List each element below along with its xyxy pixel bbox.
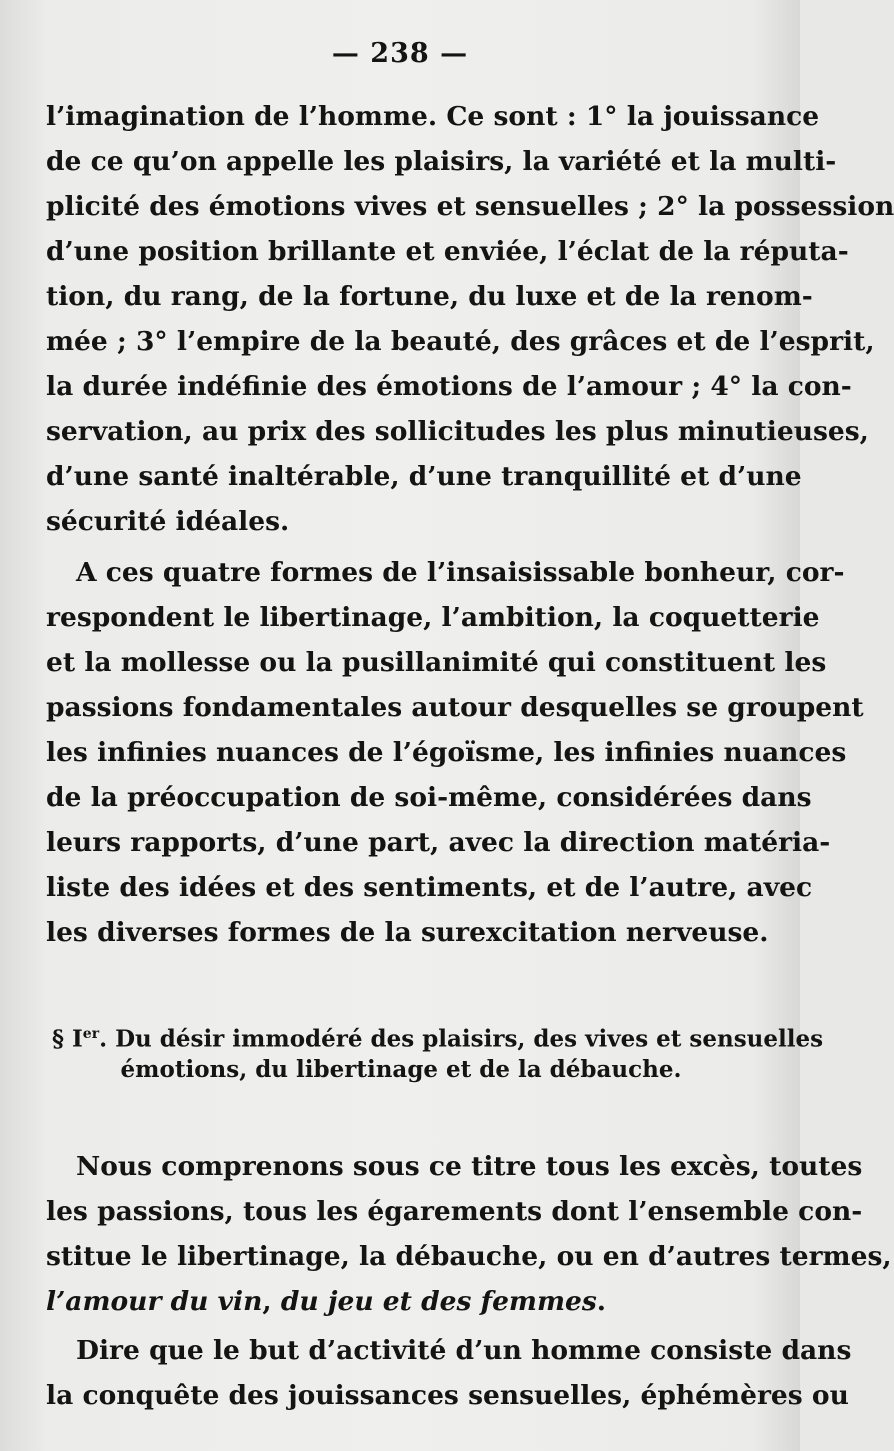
section-superscript: er [82, 1026, 100, 1042]
section-mark: § I [52, 1025, 83, 1053]
text-line: Nous comprenons sous ce titre tous les excès, toutes [76, 1151, 863, 1182]
text-line: plicité des émotions vives et sensuelles ; 2° la possession [46, 191, 894, 222]
italic-phrase-1: l’amour du vin [46, 1286, 263, 1317]
text-line: passions fondamentales autour desquelles se groupent [46, 692, 864, 723]
text-line: respondent le libertinage, l’ambition, la coquetterie [46, 602, 820, 633]
paragraph-4 [46, 1328, 852, 1418]
section-title-part-1: . Du désir immodéré des plaisirs, des vives et sensuelles [99, 1025, 824, 1053]
text-line-italic [46, 1279, 756, 1324]
section-heading-line-1 [46, 1016, 824, 1053]
text-line: les infinies nuances de l’égoïsme, les infinies nuances [46, 737, 847, 768]
text-line: liste des idées et des sentiments, et de l’autre, avec [46, 872, 813, 903]
paragraph-2 [46, 550, 864, 955]
text-line: d’une santé inaltérable, d’une tranquillité et d’une [46, 461, 802, 492]
text-line: la conquête des jouissances sensuelles, éphémères ou [46, 1380, 849, 1411]
text-line: mée ; 3° l’empire de la beauté, des grâces et de l’esprit, [46, 326, 875, 357]
text-line: leurs rapports, d’une part, avec la direction matéria- [46, 827, 831, 858]
text-line: tion, du rang, de la fortune, du luxe et de la renom- [46, 281, 813, 312]
section-heading-line-2: émotions, du libertinage et de la débauche. [120, 1056, 682, 1083]
text-line: de la préoccupation de soi-même, considérées dans [46, 782, 812, 813]
text-line: les diverses formes de la surexcitation nerveuse. [46, 917, 769, 948]
text-line: d’une position brillante et enviée, l’éclat de la réputa- [46, 236, 849, 267]
text-line: servation, au prix des sollicitudes les plus minutieuses, [46, 416, 869, 447]
period: . [596, 1286, 607, 1317]
text-line: la durée indéfinie des émotions de l’amour ; 4° la con- [46, 371, 852, 402]
section-heading [46, 1016, 824, 1088]
text-line: les passions, tous les égarements dont l’ensemble con- [46, 1196, 863, 1227]
text-line: sécurité idéales. [46, 506, 290, 537]
separator: , [262, 1286, 281, 1317]
paragraph-1 [46, 94, 894, 544]
text-line: de ce qu’on appelle les plaisirs, la variété et la multi- [46, 146, 837, 177]
text-line: et la mollesse ou la pusillanimité qui constituent les [46, 647, 827, 678]
paragraph-3 [46, 1144, 892, 1324]
text-line: A ces quatre formes de l’insaisissable bonheur, cor- [76, 557, 845, 588]
italic-phrase-2: du jeu et des femmes [280, 1286, 597, 1317]
text-line: Dire que le but d’activité d’un homme consiste dans [76, 1335, 852, 1366]
page-number: — 238 — [331, 38, 469, 69]
text-line: l’imagination de l’homme. Ce sont : 1° la jouissance [46, 101, 820, 132]
text-line: stitue le libertinage, la débauche, ou en d’autres termes, [46, 1241, 892, 1272]
